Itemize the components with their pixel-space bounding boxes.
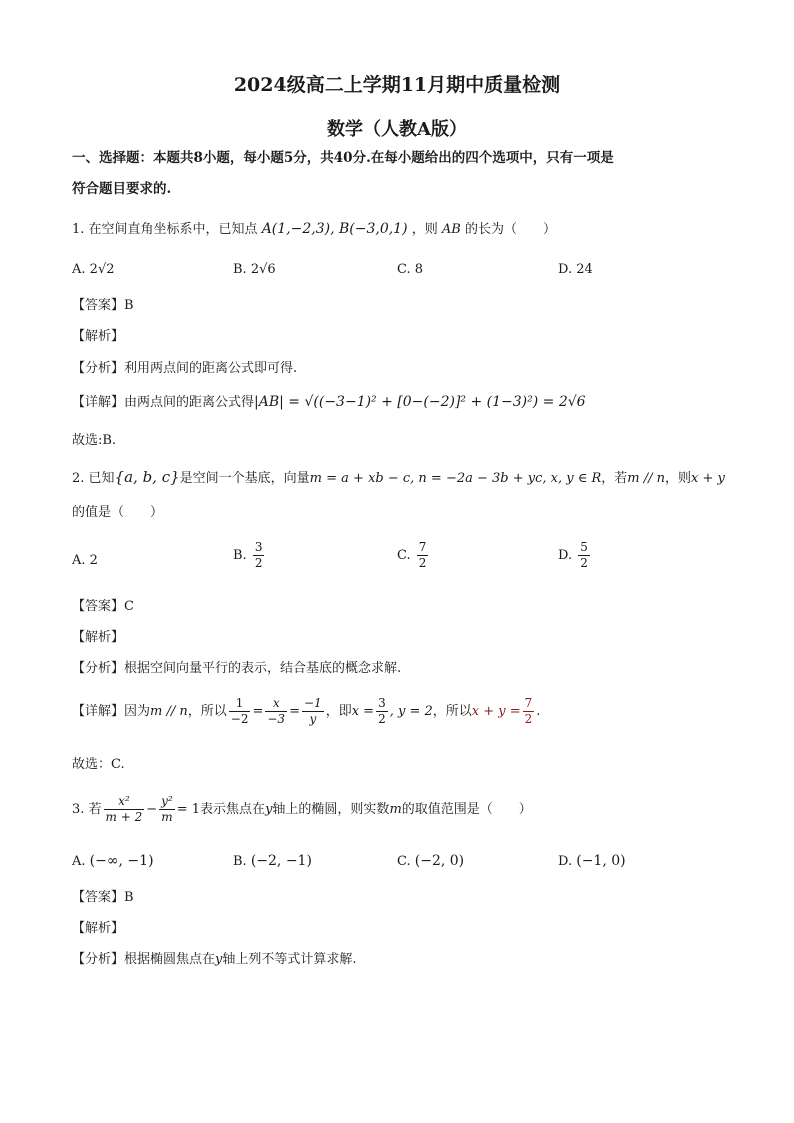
q1-stem-tail: 的长为（ ） (464, 222, 556, 237)
q2-x-label: x = (351, 704, 375, 719)
q3-option-b-value: (−2, −1) (250, 853, 312, 869)
q2-option-c (397, 540, 430, 571)
q2-option-a: A. 2 (72, 553, 98, 568)
q2-option-d-label: D. (558, 548, 573, 563)
q1-conclusion: 故选:B. (72, 433, 117, 448)
q2-option-b-denominator: 2 (254, 556, 263, 570)
q2-option-d-denominator: 2 (580, 556, 588, 570)
q1-stem-then: ，则 (411, 222, 438, 237)
q2-ratio3-numerator: −1 (303, 696, 322, 710)
q2-option-c-denominator: 2 (418, 556, 427, 570)
q3-term1-numerator: x² (104, 794, 145, 810)
q3-option-a-label: A. (72, 854, 86, 869)
q2-ratio2-denominator: −3 (267, 712, 286, 726)
q1-option-b (233, 262, 276, 277)
q3-minus: − (146, 802, 158, 817)
q2-option-b-numerator: 3 (254, 540, 263, 554)
q2-option-b-label: B. (233, 548, 247, 563)
q3-term1-denominator: m + 2 (105, 810, 143, 824)
q2-xiangjie-label: 【详解】因为 (72, 704, 151, 719)
q3-m: m (389, 802, 402, 817)
q2-ratio2-numerator: x (265, 696, 287, 712)
q1-option-a-label: A. (72, 262, 86, 277)
q2-ratio3-denominator: y (309, 712, 317, 726)
page-subtitle: 数学（人教A版） (327, 119, 467, 140)
q3-option-a-value: (−∞, −1) (89, 853, 154, 869)
q2-answer: 【答案】C (72, 599, 134, 614)
section-heading-line1: 一、选择题：本题共8小题，每小题5分，共40分.在每小题给出的四个选项中，只有一项是 (72, 150, 614, 166)
q3-stem-focus: 表示焦点在 (200, 802, 266, 817)
q3-answer: 【答案】B (72, 890, 134, 905)
q2-option-b (233, 540, 266, 571)
q2-xiangjie: 【详解】因为m // n，所以 $\frac{1}{-2}$ = $\frac{x}{-3}$ = $\frac{-1}{y}$ ，即x = $\frac{3}{2}$ , y = 2，所以x + y = $\frac{7}{2}$ . (72, 696, 541, 726)
q1-option-b-value: 2√6 (250, 262, 276, 277)
q3-stem (72, 794, 532, 825)
q3-analysis-heading: 【解析】 (72, 921, 125, 936)
q2-basis: {a, b, c} (114, 468, 180, 486)
q3-option-b-label: B. (233, 854, 247, 869)
q3-option-c (397, 853, 464, 869)
q2-xiangjie-parallel: m // n (150, 704, 188, 719)
q2-ratio1-denominator: −2 (230, 712, 249, 726)
section-heading-line2: 符合题目要求的. (72, 181, 172, 197)
q3-option-d-value: (−1, 0) (576, 853, 626, 869)
page-title: 2024级高二上学期11月期中质量检测 (233, 74, 561, 96)
q1-option-b-label: B. (233, 262, 247, 277)
q2-xiangjie-so: ，所以 (187, 704, 227, 719)
q1-stem-text: 1. 在空间直角坐标系中，已知点 (72, 222, 258, 237)
q3-equals: = 1 (176, 802, 201, 817)
q1-stem (72, 222, 556, 236)
q3-option-a (72, 853, 154, 869)
q2-sum-label: x + y = (471, 704, 521, 719)
q3-option-c-label: C. (397, 854, 411, 869)
q1-answer: 【答案】B (72, 298, 134, 313)
q1-option-a-value: 2√2 (89, 262, 115, 277)
q2-stem-if: ，若 (601, 471, 628, 486)
q2-x-numerator: 3 (378, 696, 386, 710)
q1-option-a (72, 262, 115, 277)
q2-option-c-numerator: 7 (418, 540, 427, 554)
q3-option-b (233, 853, 312, 869)
q1-option-c: C. 8 (397, 262, 424, 277)
q1-segment: AB (441, 222, 461, 237)
q2-vectors: m = a + xb − c, n = −2a − 3b + yc, x, y ∈ R (309, 471, 602, 486)
q2-fenxi: 【分析】根据空间向量平行的表示，结合基底的概念求解. (72, 661, 402, 676)
q2-stem-basis-desc: 是空间一个基底，向量 (179, 471, 310, 486)
q2-xiangjie-ji: ，即 (325, 704, 352, 719)
q3-term2-numerator: y² (161, 794, 173, 808)
q2-parallel: m // n (627, 471, 666, 486)
q3-fenxi-y: y (215, 952, 223, 967)
q1-xiangjie-formula: |AB| = √((−3−1)² + [0−(−2)]² + (1−3)²) = 2√6 (254, 394, 586, 410)
q3-option-c-value: (−2, 0) (414, 853, 465, 869)
q1-option-d: D. 24 (558, 262, 593, 277)
q2-stem-line2: 的值是（ ） (72, 505, 164, 520)
q2-stem-text: 2. 已知 (72, 471, 115, 486)
q2-sum-denominator: 2 (524, 712, 533, 726)
q1-points: A(1,−2,3), B(−3,0,1) (261, 221, 408, 237)
q3-term2-denominator: m (161, 810, 173, 824)
q2-option-d (558, 540, 592, 571)
q1-analysis-heading: 【解析】 (72, 329, 125, 344)
q3-option-d (558, 853, 626, 869)
q2-stem-then: ，则 (665, 471, 692, 486)
q2-y-value: , y = 2 (389, 704, 433, 719)
q1-xiangjie (72, 395, 586, 409)
q3-fenxi-text: 【分析】根据椭圆焦点在 (72, 952, 216, 967)
q3-fenxi-tail: 轴上列不等式计算求解. (222, 952, 357, 967)
q3-fenxi (72, 953, 357, 966)
q2-x-denominator: 2 (378, 712, 386, 726)
q1-xiangjie-label: 【详解】由两点间的距离公式得 (72, 395, 255, 410)
q2-sum-numerator: 7 (524, 696, 533, 710)
q2-stem (72, 470, 725, 485)
q2-option-d-numerator: 5 (580, 540, 588, 554)
q3-stem-ellipse: 轴上的椭圆，则实数 (272, 802, 390, 817)
q3-stem-tail: 的取值范围是（ ） (401, 802, 532, 817)
q2-ratio1-numerator: 1 (229, 696, 251, 712)
q1-fenxi: 【分析】利用两点间的距离公式即可得. (72, 361, 298, 376)
q2-option-c-label: C. (397, 548, 411, 563)
q2-conclusion: 故选：C. (72, 757, 125, 772)
q3-y-axis: y (265, 802, 273, 817)
q3-option-d-label: D. (558, 854, 573, 869)
q2-analysis-heading: 【解析】 (72, 630, 125, 645)
q2-xy: x + y (691, 471, 725, 486)
q2-xiangjie-so2: ，所以 (432, 704, 472, 719)
q3-stem-text: 3. 若 (72, 802, 102, 817)
